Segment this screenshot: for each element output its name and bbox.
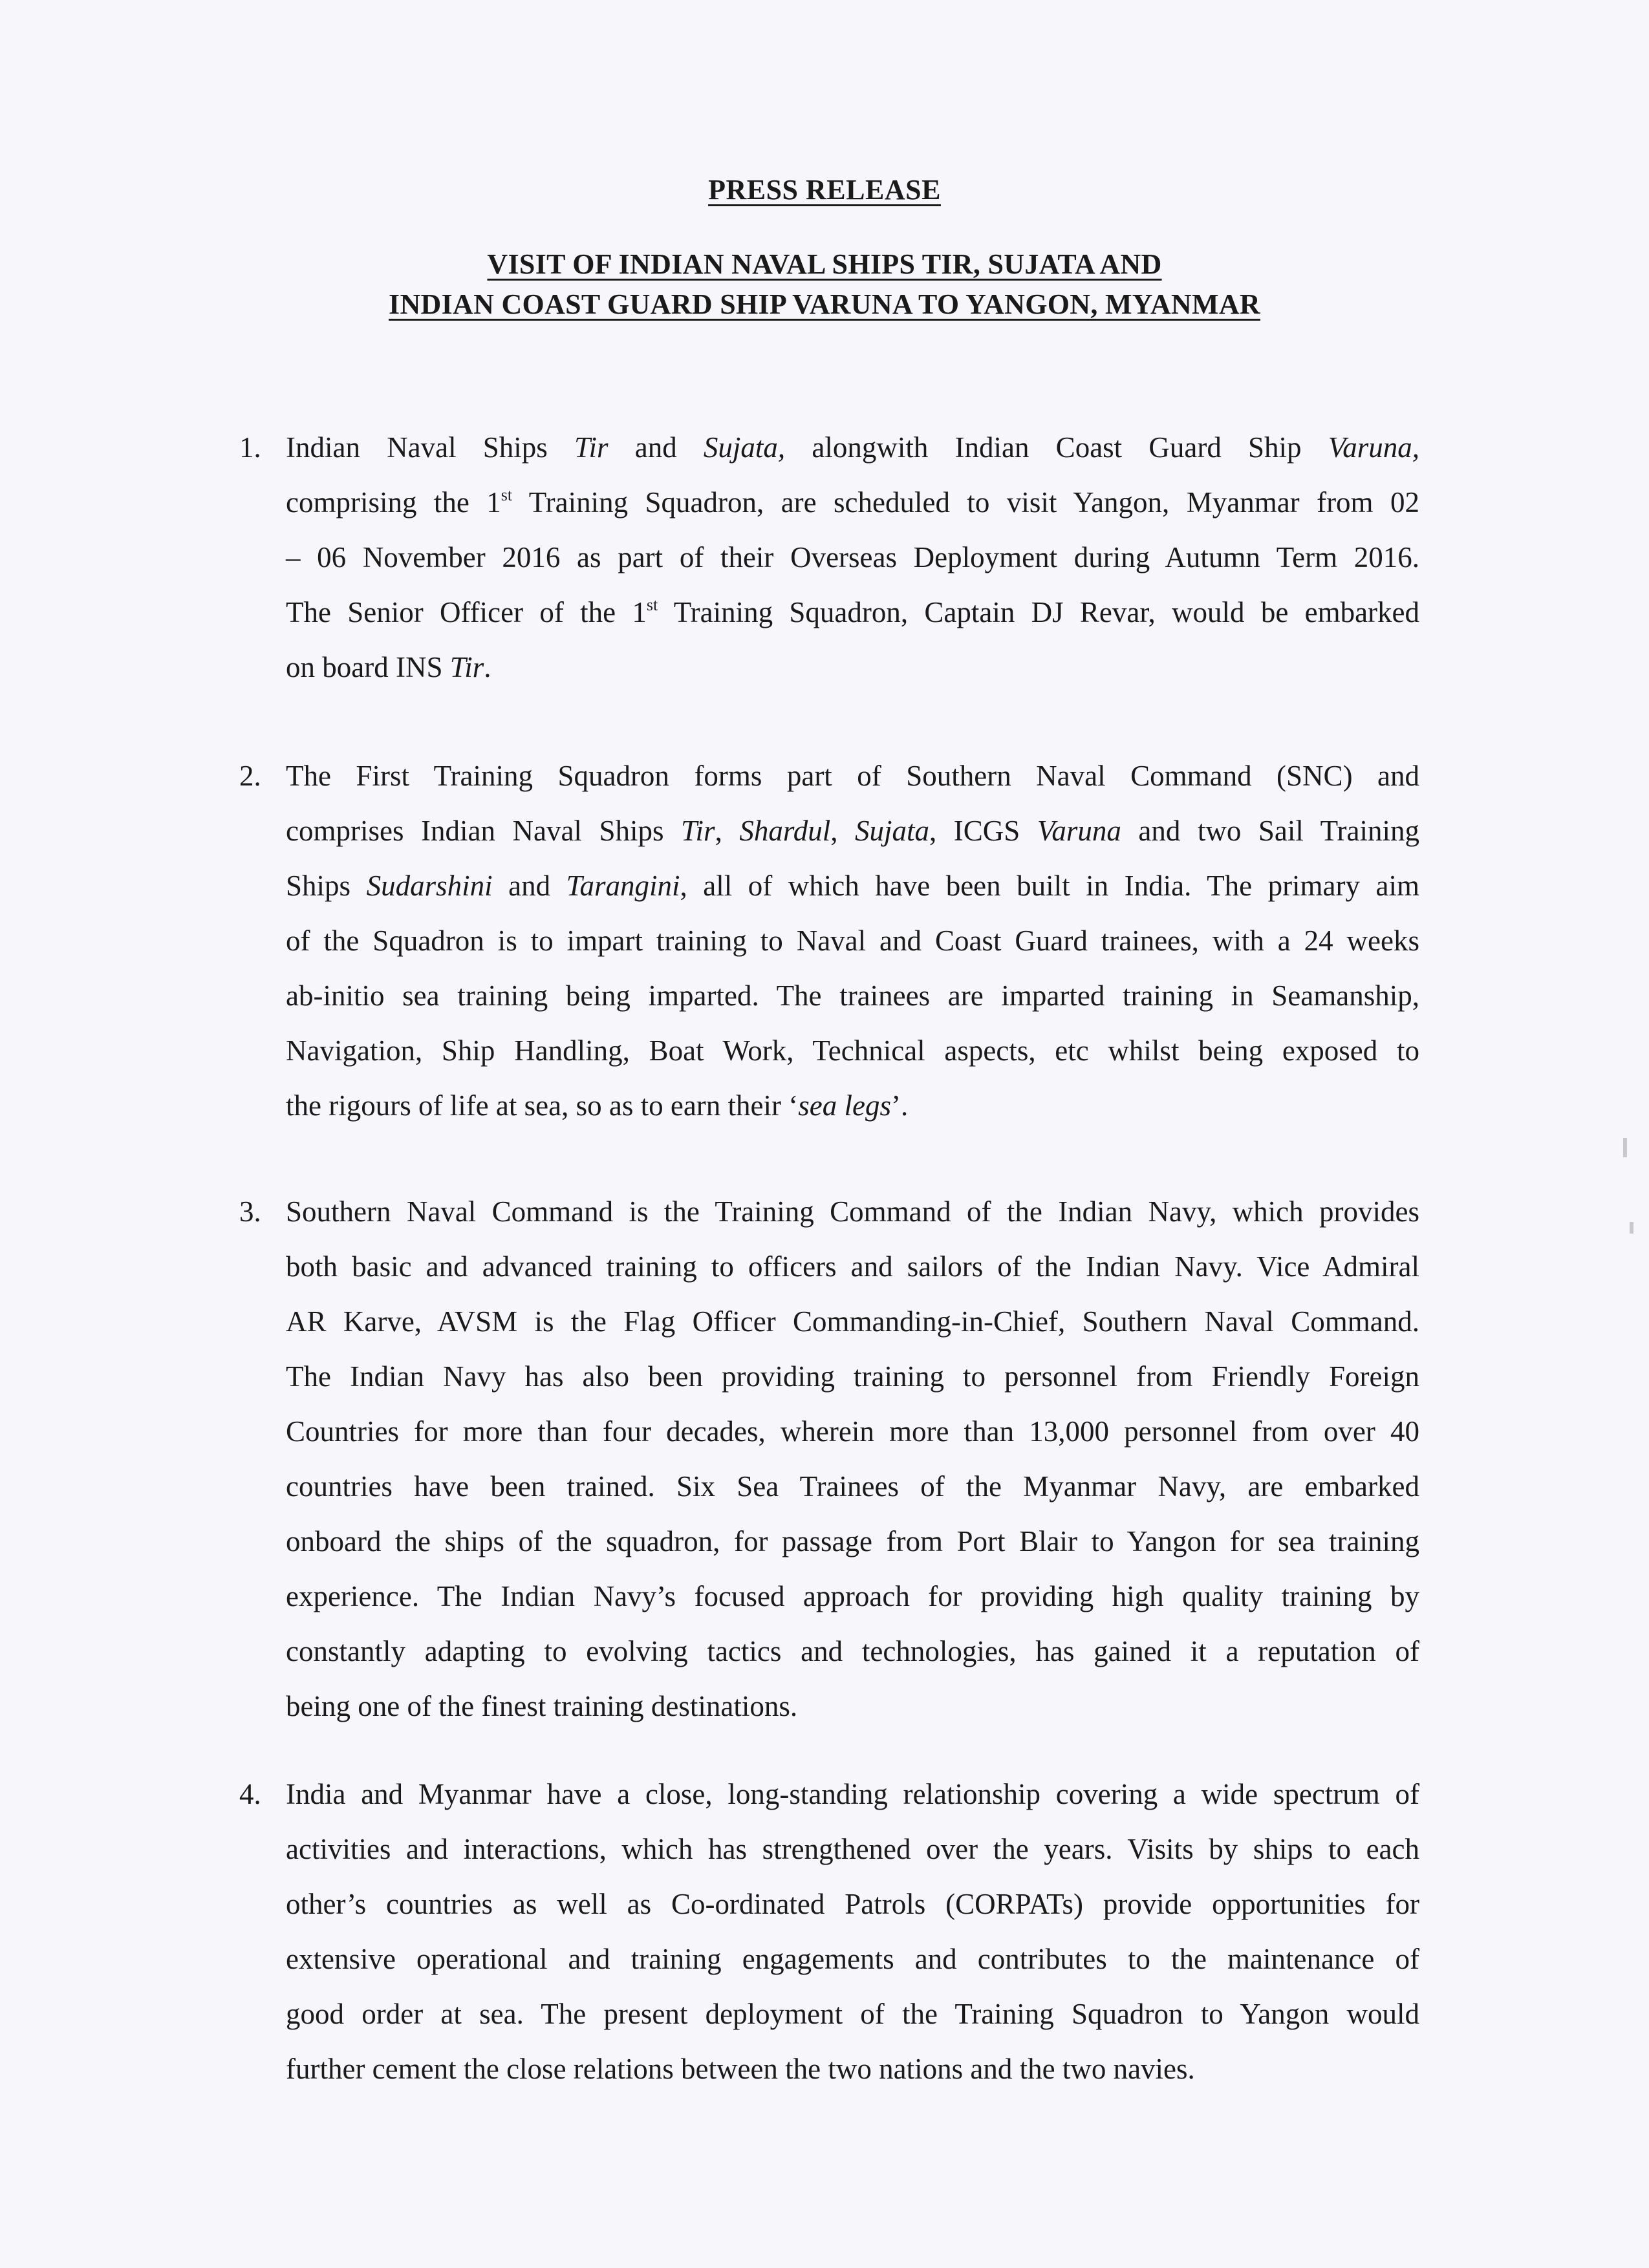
- scan-margin-mark: [1623, 1138, 1627, 1157]
- text-run: , ICGS: [929, 815, 1037, 847]
- text-run: further cement the close relations between the two nations and the two navies.: [286, 2053, 1195, 2085]
- paragraph-line: [286, 804, 1419, 859]
- paragraph-line: [286, 1822, 1419, 1877]
- text-run: Countries for more than four decades, wherein more than 13,000 personnel from over 40: [286, 1415, 1419, 1448]
- text-run: Indian Naval Ships: [286, 431, 575, 464]
- paragraph-number: 2.: [239, 760, 261, 792]
- text-run: the rigours of life at sea, so as to earn their ‘: [286, 1089, 799, 1122]
- paragraph-line: [286, 1932, 1419, 1987]
- paragraph-1: [239, 420, 1419, 695]
- paragraph-line: [286, 1459, 1419, 1514]
- text-run: countries have been trained. Six Sea Trainees of the Myanmar Navy, are embarked: [286, 1470, 1419, 1503]
- text-run: Navigation, Ship Handling, Boat Work, Technical aspects, etc whilst being exposed to: [286, 1034, 1419, 1067]
- italic-text: Sudarshini: [366, 870, 493, 902]
- paragraph-line: [286, 1679, 1419, 1734]
- text-run: extensive operational and training engagements and contributes to the maintenance of: [286, 1943, 1419, 1975]
- italic-text: Shardul: [739, 815, 831, 847]
- document-subtitle: [259, 244, 1390, 325]
- text-run: and: [492, 870, 566, 902]
- paragraph-line: [286, 2042, 1419, 2097]
- paragraph-line: [286, 1767, 1419, 1822]
- text-run: Southern Naval Command is the Training Command of the Indian Navy, which provides: [286, 1195, 1419, 1228]
- text-run: Training Squadron, are scheduled to visit Yangon, Myanmar from 02: [512, 486, 1419, 519]
- text-run: ,: [715, 815, 740, 847]
- text-run: on board INS: [286, 651, 450, 683]
- paragraph-4: [239, 1767, 1419, 2097]
- subtitle-line-1: VISIT OF INDIAN NAVAL SHIPS TIR, SUJATA AND: [487, 248, 1162, 280]
- italic-text: Tir: [449, 651, 484, 683]
- subtitle-line-2: INDIAN COAST GUARD SHIP VARUNA TO YANGON, MYANMAR: [389, 288, 1260, 320]
- paragraph-line: [286, 585, 1419, 640]
- italic-text: Varuna: [1037, 815, 1121, 847]
- text-run: ,: [830, 815, 855, 847]
- text-run: comprises Indian Naval Ships: [286, 815, 682, 847]
- text-run: experience. The Indian Navy’s focused approach for providing high quality training by: [286, 1580, 1419, 1612]
- text-run: The Indian Navy has also been providing training to personnel from Friendly Foreign: [286, 1360, 1419, 1393]
- paragraph-2: [239, 749, 1419, 1133]
- paragraph-line: [286, 1404, 1419, 1459]
- paragraph-body: [286, 1767, 1419, 2097]
- text-run: comprising the 1: [286, 486, 501, 519]
- text-run: both basic and advanced training to officers and sailors of the Indian Navy. Vice Admiral: [286, 1250, 1419, 1283]
- text-run: , all of which have been built in India. The primary aim: [680, 870, 1420, 902]
- italic-text: Tir: [574, 431, 609, 464]
- text-run: ’.: [890, 1089, 909, 1122]
- paragraph-line: [286, 1987, 1419, 2042]
- paragraph-line: [286, 1624, 1419, 1679]
- text-run: Training Squadron, Captain DJ Revar, would be embarked: [658, 596, 1419, 628]
- italic-text: Tir: [681, 815, 715, 847]
- paragraph-body: [286, 1184, 1419, 1734]
- document-title: PRESS RELEASE: [708, 174, 941, 206]
- italic-text: sea legs: [798, 1089, 891, 1122]
- paragraph-line: [286, 1184, 1419, 1239]
- paragraph-line: [286, 1239, 1419, 1294]
- text-run: and: [608, 431, 704, 464]
- italic-text: Sujata: [855, 815, 930, 847]
- text-run: .: [484, 651, 491, 683]
- text-run: – 06 November 2016 as part of their Overseas Deployment during Autumn Term 2016.: [286, 541, 1419, 573]
- paragraph-line: [286, 475, 1419, 530]
- text-run: activities and interactions, which has strengthened over the years. Visits by ships to each: [286, 1833, 1419, 1865]
- text-run: being one of the finest training destinations.: [286, 1690, 798, 1722]
- paragraph-line: [286, 1294, 1419, 1349]
- paragraph-number: 4.: [239, 1778, 261, 1810]
- paragraph-line: [286, 1349, 1419, 1404]
- text-run: onboard the ships of the squadron, for passage from Port Blair to Yangon for sea training: [286, 1525, 1419, 1557]
- text-run: good order at sea. The present deployment of the Training Squadron to Yangon would: [286, 1998, 1419, 2030]
- paragraph-body: [286, 749, 1419, 1133]
- italic-text: Tarangini: [566, 870, 680, 902]
- italic-text: Varuna,: [1328, 431, 1419, 464]
- text-run: ab-initio sea training being imparted. The trainees are imparted training in Seamanship,: [286, 979, 1419, 1012]
- paragraph-line: [286, 420, 1419, 475]
- superscript: st: [646, 595, 658, 614]
- text-run: Ships: [286, 870, 367, 902]
- paragraph-line: [286, 1877, 1419, 1932]
- text-run: AR Karve, AVSM is the Flag Officer Commanding-in-Chief, Southern Naval Command.: [286, 1305, 1419, 1338]
- text-run: India and Myanmar have a close, long-standing relationship covering a wide spectrum of: [286, 1778, 1419, 1810]
- text-run: The First Training Squadron forms part of Southern Naval Command (SNC) and: [286, 760, 1419, 792]
- paragraph-line: [286, 640, 1419, 695]
- paragraph-body: [286, 420, 1419, 695]
- italic-text: Sujata,: [703, 431, 786, 464]
- paragraph-line: [286, 859, 1419, 914]
- paragraph-line: [286, 1569, 1419, 1624]
- paragraph-3: [239, 1184, 1419, 1734]
- paragraph-line: [286, 530, 1419, 585]
- paragraph-line: [286, 1023, 1419, 1078]
- paragraph-line: [286, 1078, 1419, 1133]
- text-run: other’s countries as well as Co-ordinated Patrols (CORPATs) provide opportunities for: [286, 1888, 1419, 1920]
- text-run: of the Squadron is to impart training to Naval and Coast Guard trainees, with a 24 weeks: [286, 925, 1419, 957]
- scan-margin-mark: [1630, 1222, 1633, 1234]
- text-run: constantly adapting to evolving tactics and technologies, has gained it a reputation of: [286, 1635, 1419, 1667]
- paragraph-line: [286, 749, 1419, 804]
- text-run: alongwith Indian Coast Guard Ship: [785, 431, 1328, 464]
- paragraph-line: [286, 914, 1419, 968]
- paragraph-number: 3.: [239, 1195, 261, 1228]
- text-run: The Senior Officer of the 1: [286, 596, 647, 628]
- text-run: and two Sail Training: [1121, 815, 1419, 847]
- superscript: st: [501, 486, 513, 504]
- paragraph-line: [286, 1514, 1419, 1569]
- paragraph-line: [286, 968, 1419, 1023]
- paragraph-number: 1.: [239, 431, 261, 464]
